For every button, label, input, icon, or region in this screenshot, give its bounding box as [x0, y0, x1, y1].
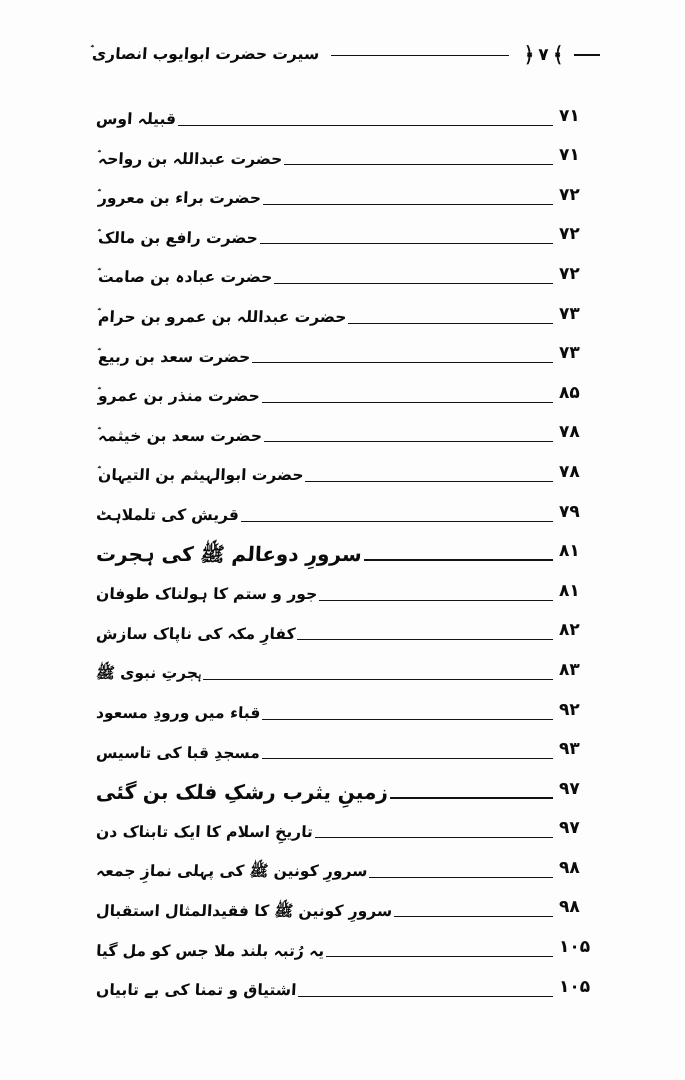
toc-entry-title[interactable]	[95, 941, 325, 964]
toc-entry[interactable]	[96, 92, 605, 132]
toc-leader-line	[252, 362, 553, 363]
toc-entry-title-text: قبیلہ اوس	[95, 110, 177, 129]
toc-entry-page-number: ۷۹	[559, 501, 580, 522]
toc-entry-page-number: ۸۱	[559, 580, 580, 601]
toc-entry-title[interactable]	[95, 270, 272, 290]
toc-entry-page-number: ۷۲	[559, 184, 580, 205]
honorific-mark: ؓ	[97, 308, 98, 319]
toc-entry-title[interactable]	[95, 426, 263, 449]
toc-entry-page-number: ۷۳	[559, 343, 580, 364]
toc-entry[interactable]	[96, 132, 605, 172]
toc-entry-title[interactable]	[95, 347, 251, 370]
toc-entry-title[interactable]	[95, 468, 303, 488]
toc-entry[interactable]	[96, 290, 605, 330]
toc-entry-title-text: حضرت ابوالہیثم بن التیہان	[97, 466, 305, 485]
toc-leader-line	[241, 521, 553, 522]
toc-entry[interactable]	[96, 963, 605, 1003]
toc-entry-title[interactable]	[95, 666, 201, 686]
toc-leader-line	[390, 797, 553, 799]
toc-entry-title-text: حضرت براء بن معرور	[97, 189, 262, 208]
table-of-contents	[96, 92, 605, 1003]
toc-entry-page-number: ۷۸	[559, 461, 580, 482]
toc-leader-line	[326, 956, 553, 957]
toc-entry-page-number: ۷۸	[559, 422, 580, 443]
toc-entry-title[interactable]	[95, 624, 297, 647]
toc-entry-page-number: ۱۰۵	[559, 976, 591, 997]
toc-entry-page-number: ۹۷	[559, 778, 580, 799]
toc-entry-page-number: ۹۳	[559, 739, 580, 760]
toc-leader-line	[319, 600, 553, 601]
honorific-mark: ؓ	[97, 388, 98, 399]
honorific-mark: ؓ	[97, 348, 98, 359]
toc-entry-page-number: ۷۳	[559, 303, 580, 324]
toc-entry[interactable]	[96, 765, 605, 805]
toc-entry-page-number: ۸۵	[559, 382, 580, 403]
toc-entry[interactable]	[96, 686, 605, 726]
toc-leader-line	[298, 996, 553, 997]
toc-leader-line	[348, 323, 553, 324]
toc-entry-title-text: حضرت عبادہ بن صامت	[97, 268, 273, 287]
toc-leader-line	[263, 204, 553, 205]
toc-entry[interactable]	[96, 171, 605, 211]
toc-entry-page-number: ۱۰۵	[559, 937, 591, 958]
toc-entry-title-text: حضرت عبداللہ بن عمرو بن حرام	[97, 308, 347, 327]
toc-leader-line	[262, 719, 553, 720]
running-header	[90, 38, 600, 72]
toc-leader-line	[178, 125, 553, 126]
toc-entry-page-number: ۹۸	[559, 897, 580, 918]
toc-entry-title-text: سرورِ دوعالم ﷺ کی ہجرت	[95, 542, 363, 567]
honorific-mark: ؓ	[89, 46, 91, 57]
toc-entry-title-text: مسجدِ قبا کی تاسیس	[95, 743, 261, 762]
toc-entry-title-text: حضرت سعد بن خیثمہ	[97, 426, 263, 445]
toc-entry-title-text: سرورِ کونین ﷺ کا فقیدالمثال استقبال	[95, 901, 393, 920]
toc-entry-title[interactable]	[95, 149, 283, 172]
toc-entry-title[interactable]	[95, 587, 317, 607]
toc-entry-title-text: حضرت منذر بن عمرو	[97, 387, 261, 406]
toc-section-heading[interactable]	[95, 544, 362, 567]
toc-entry-title[interactable]	[95, 228, 259, 251]
toc-entry-page-number: ۸۳	[559, 659, 580, 680]
toc-entry-title-text: قریش کی تلملاہٹ	[95, 506, 240, 525]
header-rule-short	[574, 54, 600, 56]
toc-leader-line	[264, 441, 553, 442]
toc-entry-title[interactable]	[95, 822, 314, 845]
bracket-close-icon: ﴿	[524, 42, 534, 67]
toc-entry[interactable]	[96, 448, 605, 488]
toc-entry-title-text: جور و ستم کا ہولناک طوفان	[95, 585, 318, 604]
toc-entry-page-number: ۷۱	[559, 145, 580, 166]
toc-leader-line	[262, 758, 553, 759]
toc-section-heading[interactable]	[95, 779, 389, 805]
toc-entry-page-number: ۸۱	[559, 541, 580, 562]
toc-entry-title[interactable]	[95, 901, 393, 924]
toc-entry-title[interactable]	[95, 112, 176, 132]
toc-entry[interactable]	[96, 726, 605, 766]
toc-entry-page-number: ۷۲	[559, 263, 580, 284]
toc-entry[interactable]	[96, 488, 605, 528]
header-page-number	[521, 42, 566, 67]
toc-entry[interactable]	[96, 369, 605, 409]
toc-entry-title-text: اشتیاق و تمنا کی بے تابیاں	[95, 981, 297, 1000]
toc-entry-title-text: حضرت رافع بن مالک	[97, 228, 259, 247]
honorific-mark: ؓ	[97, 427, 98, 438]
toc-entry-page-number: ۷۱	[559, 105, 580, 126]
toc-leader-line	[274, 283, 553, 284]
toc-entry[interactable]	[96, 250, 605, 290]
toc-entry-title[interactable]	[95, 508, 239, 528]
toc-entry[interactable]	[96, 646, 605, 686]
toc-entry-title-text: سرورِ کونین ﷺ کی پہلی نمازِ جمعہ	[95, 862, 368, 881]
honorific-mark: ؓ	[97, 269, 98, 280]
toc-entry-title-text: حضرت عبداللہ بن رواحہ	[97, 149, 283, 168]
toc-entry-page-number: ۹۲	[559, 699, 580, 720]
toc-leader-line	[305, 481, 553, 482]
honorific-mark: ؓ	[97, 467, 98, 478]
toc-entry-title[interactable]	[95, 191, 261, 211]
honorific-mark: ؓ	[97, 190, 98, 201]
toc-entry[interactable]	[96, 884, 605, 924]
toc-entry[interactable]	[96, 567, 605, 607]
toc-entry-page-number: ۹۸	[559, 857, 580, 878]
toc-entry-title[interactable]	[95, 864, 367, 884]
toc-leader-line	[369, 877, 553, 878]
toc-entry[interactable]	[96, 844, 605, 884]
book-title	[89, 47, 319, 63]
toc-entry[interactable]	[96, 528, 605, 568]
toc-entry-title-text: زمینِ یثرب رشکِ فلک بن گئی	[95, 779, 389, 804]
toc-leader-line	[394, 916, 553, 917]
toc-entry-title[interactable]	[95, 983, 296, 1003]
toc-entry[interactable]	[96, 330, 605, 370]
toc-entry-page-number: ۷۲	[559, 224, 580, 245]
toc-leader-line	[364, 559, 553, 561]
toc-leader-line	[262, 402, 553, 403]
bracket-open-icon: ﴾	[553, 42, 563, 67]
toc-leader-line	[284, 164, 553, 165]
toc-entry-title[interactable]	[95, 743, 261, 766]
page-number-value: ۷	[538, 45, 549, 65]
toc-leader-line	[203, 679, 553, 680]
toc-leader-line	[260, 243, 553, 244]
toc-entry-title[interactable]	[95, 310, 346, 330]
toc-entry[interactable]	[96, 607, 605, 647]
toc-entry-title-text: حضرت سعد بن ربیع	[97, 347, 251, 366]
toc-leader-line	[297, 639, 553, 640]
toc-entry-page-number: ۹۷	[559, 818, 580, 839]
toc-entry-title[interactable]	[95, 706, 260, 726]
honorific-mark: ؓ	[97, 229, 98, 240]
header-rule-long	[331, 55, 509, 56]
book-title-text: سیرت حضرت ابوایوب انصاری	[91, 45, 320, 64]
toc-entry-title-text: تاریخِ اسلام کا ایک تابناک دن	[95, 822, 314, 841]
toc-entry-title-text: کفارِ مکہ کی ناپاک سازش	[95, 624, 297, 643]
toc-entry-page-number: ۸۲	[559, 620, 580, 641]
toc-entry[interactable]	[96, 923, 605, 963]
honorific-mark: ؓ	[97, 150, 98, 161]
toc-leader-line	[315, 837, 553, 838]
toc-entry-title-text: قباء میں ورودِ مسعود	[95, 704, 261, 722]
toc-entry[interactable]	[96, 805, 605, 845]
toc-entry-title[interactable]	[95, 389, 260, 409]
toc-entry-title-text: یہ رُتبہ بلند ملا جس کو مل گیا	[95, 941, 325, 960]
toc-entry[interactable]	[96, 409, 605, 449]
toc-entry[interactable]	[96, 211, 605, 251]
toc-entry-title-text: ہجرتِ نبوی ﷺ	[95, 664, 202, 683]
